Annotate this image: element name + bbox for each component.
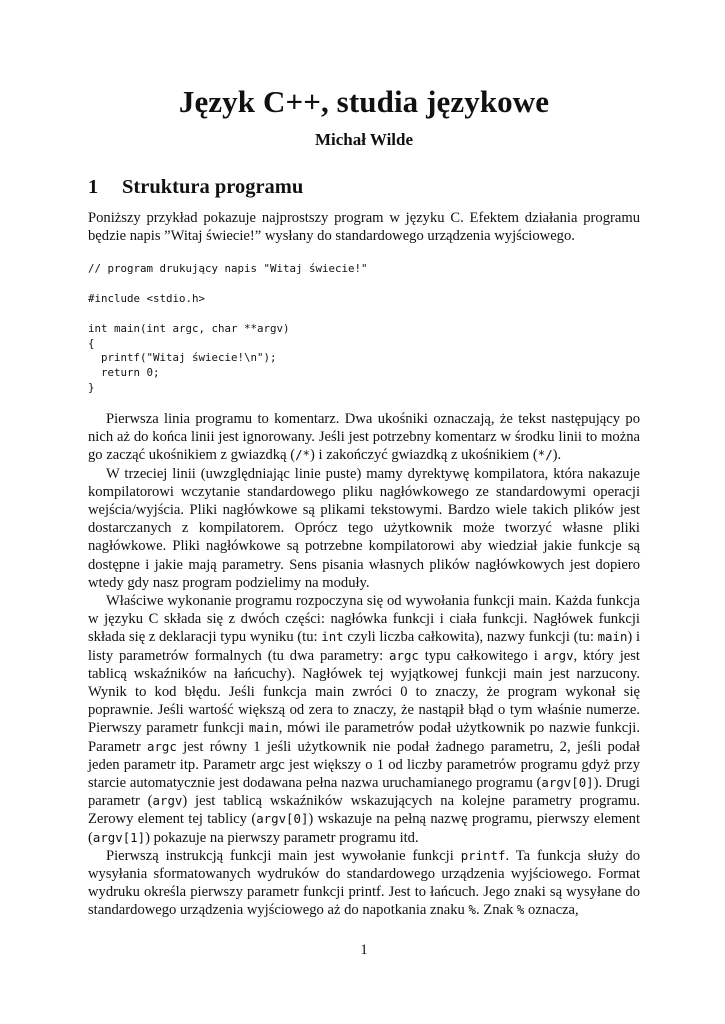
code-line: { [88,336,95,350]
text-run: Właściwe wykonanie programu rozpoczyna się od wywołania funkcji main. Każda funkcja w języku C składa się z dwóch części: nagłówka funkcji i ciała funkcji. Nagłówek funkcji składa się z deklaracji typu wyniku (tu: [88,593,640,646]
text-run: . Znak [475,902,517,919]
code-line: // program drukujący napis "Witaj świecie!" [88,262,368,275]
inline-code: /* [295,447,310,463]
intro-paragraph: Poniższy przykład pokazuje najprostszy program w języku C. Efektem działania programu będzie napis ”Witaj świecie!” wysłany do standardowego urządzenia wyjściowego. [88,210,640,245]
inline-code: argc [146,738,177,754]
section-heading [88,176,640,199]
paragraph-main [88,592,640,847]
inline-code: main [597,629,628,645]
code-line: int main(int argc, char **argv) [88,321,290,335]
inline-code: int [321,629,344,645]
author-name: Michał Wilde [314,130,414,149]
inline-code: argc [389,647,419,663]
text-run: Pierwszą instrukcją funkcji main jest wywołanie funkcji [106,847,461,864]
text-run: typu całkowitego i [418,647,544,664]
text-run: . Ta funkcja służy do wysyłania sformatowanych wydruków do standardowego urządzenia wyjściowego. Format wydruku określa pierwszy parametr funkcji printf. Jest to łańcuch. Jego znaki są wysyłane do standardowego urządzenia wyjściowego aż do napotkania znaku [88,847,640,919]
text-run: ) pokazuje na pierwszy parametr programu itd. [145,829,419,846]
inline-code: argv[1] [92,829,146,845]
code-line: #include <stdio.h> [88,291,206,305]
inline-code: % [468,902,476,918]
text-run: ) i listy parametrów formalnych (tu dwa parametry: [88,629,641,664]
text-run: ). [552,447,562,464]
code-line: printf("Witaj świecie!\n"); [101,351,277,365]
text-run: oznacza, [524,902,579,919]
text-run: jest równy 1 jeśli użytkownik nie podał żadnego parametru, 2, jeśli podał jeden parametr itp. Parametr argc jest większy o 1 od liczby parametrów programu gdyż przy starcie automatycznie jest dodawana pełna nazwa uruchamianego programu ( [88,738,640,792]
code-listing [88,262,640,396]
paragraph-comment [88,410,640,465]
paragraph-include: W trzeciej linii (uwzględniając linie puste) mamy dyrektywę kompilatora, która nakazuje kompilatorowi wczytanie standardowego pliku nagłówkowego ze standardowymi operacji wejścia/wyjścia. Pliki nagłówkowe są plikami tekstowymi. Bardzo wiele takich plików jest dostarczanych z kompilatorem. Oprócz tego użytkownik może tworzyć własne pliki nagłówkowe. Pliki nagłówkowe są potrzebne kompilatorowi aby wiedział jakie funkcje są dostępne i jakie mają parametry. Sens pisania własnych plików nagłówkowych jest dopiero wtedy gdy nasz program podzielimy na moduły. [88,465,640,591]
paragraph-printf [88,847,640,920]
page-number: 1 [360,942,368,958]
text-run: czyli liczba całkowita), nazwy funkcji (tu: [343,629,598,646]
inline-code: main [248,720,279,736]
inline-code: printf [460,847,506,863]
text-run: ) jest tablicą wskaźników wskazujących na kolejne parametry programu. Zerowy element tej tablicy ( [88,793,640,828]
inline-code: argv[0] [256,811,309,827]
code-line: } [88,381,95,395]
paper-title: Język C++, studia językowe [178,84,550,119]
inline-code: argv [543,647,574,663]
code-line: return 0; [101,366,160,380]
body-text [88,410,640,920]
inline-code: % [516,902,525,918]
inline-code: argv[0] [541,775,594,791]
section-number: 1 [88,176,99,198]
text-run: ). Drugi parametr ( [88,775,640,810]
text-run: ) i zakończyć gwiazdką z ukośnikiem ( [309,447,538,464]
inline-code: argv [152,793,183,809]
text-run: ) wskazuje na pełną nazwę programu, pierwszy element ( [88,811,640,846]
inline-code: */ [537,447,553,463]
text-run: , który jest tablicą wskaźników na łańcuchy). Nagłówek tej wyjątkowej funkcji main jest narzucony. Wynik to kod błędu. Jeśli funkcja main zwróci 0 to znaczy, że program wykonał się poprawnie. Jeśli wartość większą od zera to znaczy, że nastąpił błąd o tym właśnie numerze. Pierwszy parametr funkcji [88,647,640,737]
section-title: Struktura programu [122,176,304,198]
text-run: Pierwsza linia programu to komentarz. Dwa ukośniki oznaczają, że tekst następujący po nich aż do końca linii jest ignorowany. Jeśli jest potrzebny komentarz w środku linii to można go zacząć ukośnikiem z gwiazdką ( [88,411,640,464]
text-run: , mówi ile parametrów podał użytkownik po nazwie funkcji. Parametr [88,720,640,755]
